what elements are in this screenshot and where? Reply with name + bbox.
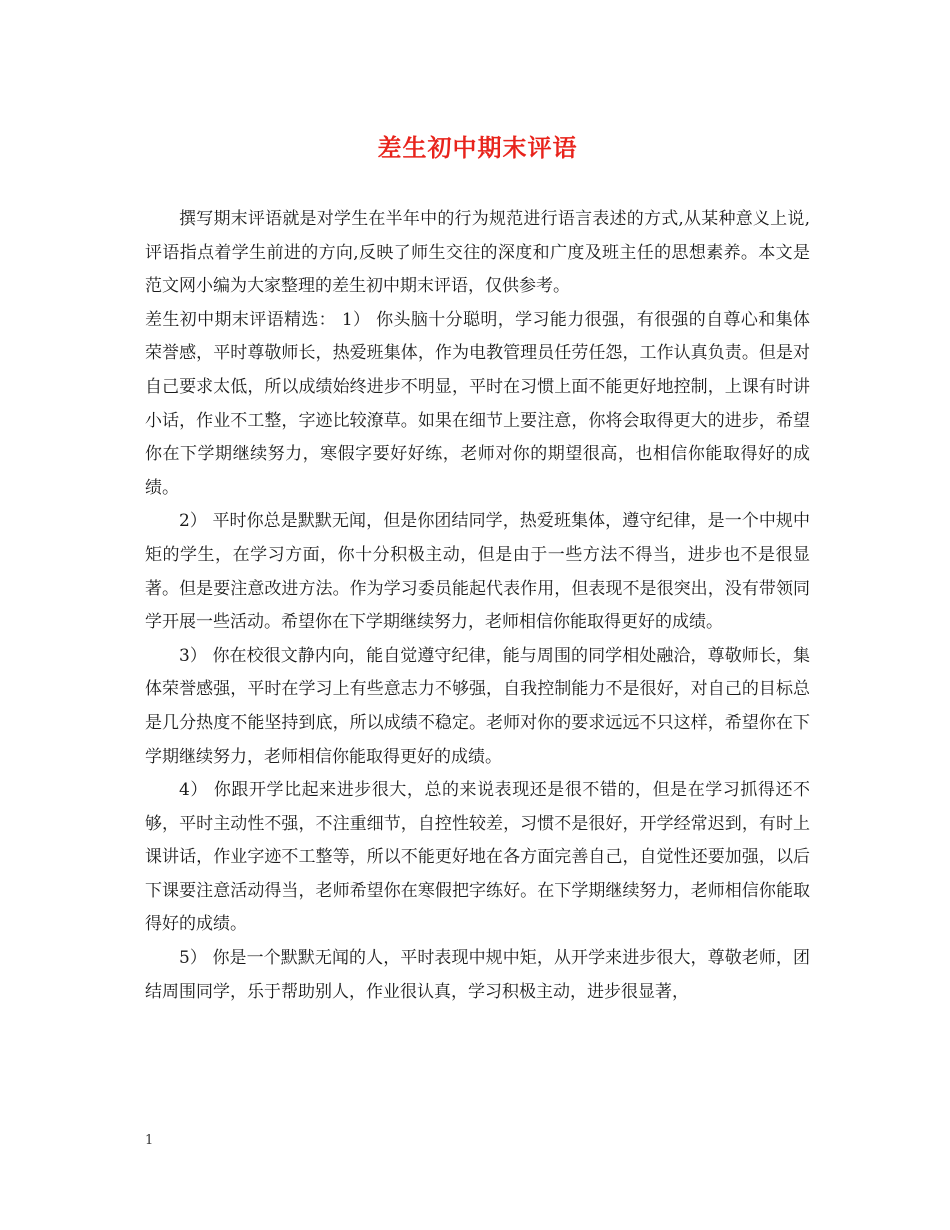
document-body — [145, 203, 810, 1009]
section-label: 差生初中期末评语精选： — [145, 309, 337, 330]
comment-paragraph-5: 5） 你是一个默默无闻的人，平时表现中规中矩，从开学来进步很大，尊敬老师，团结周围同学，乐于帮助别人，作业很认真，学习积极主动，进步很显著， — [145, 948, 810, 1002]
comment-paragraph-3: 3） 你在校很文静内向，能自觉遵守纪律，能与周围的同学相处融洽，尊敬师长，集体荣誉感强，平时在学习上有些意志力不够强，自我控制能力不是很好，对自己的目标总是几分热度不能坚持到底，所以成绩不稳定。老师对你的要求远远不只这样，希望你在下学期继续努力，老师相信你能取得更好的成绩。 — [145, 645, 810, 767]
document-page — [145, 0, 810, 1230]
intro-paragraph: 撰写期末评语就是对学生在半年中的行为规范进行语言表述的方式,从某种意义上说,评语指点着学生前进的方向,反映了师生交往的深度和广度及班主任的思想素养。本文是范文网小编为大家整理的差生初中期末评语，仅供参考。 — [145, 209, 810, 297]
comment-text-1: 1） 你头脑十分聪明，学习能力很强，有很强的自尊心和集体荣誉感，平时尊敬师长，热爱班集体，作为电教管理员任劳任怨，工作认真负责。但是对自己要求太低，所以成绩始终进步不明显，平时在习惯上面不能更好地控制，上课有时讲小话，作业不工整，字迹比较潦草。如果在细节上要注意，你将会取得更大的进步，希望你在下学期继续努力，寒假字要好好练，老师对你的期望很高，也相信你能取得好的成绩。 — [145, 309, 811, 498]
comment-paragraph-4: 4） 你跟开学比起来进步很大，总的来说表现还是很不错的，但是在学习抓得还不够，平时主动性不强，不注重细节，自控性较差，习惯不是很好，开学经常迟到，有时上课讲话，作业字迹不工整等，所以不能更好地在各方面完善自己，自觉性还要加强，以后下课要注意活动得当，老师希望你在寒假把字练好。在下学期继续努力，老师相信你能取得好的成绩。 — [145, 780, 810, 935]
comment-paragraph-2: 2） 平时你总是默默无闻，但是你团结同学，热爱班集体，遵守纪律，是一个中规中矩的学生，在学习方面，你十分积极主动，但是由于一些方法不得当，进步也不是很显著。但是要注意改进方法。作为学习委员能起代表作用，但表现不是很突出，没有带领同学开展一些活动。希望你在下学期继续努力，老师相信你能取得更好的成绩。 — [145, 511, 810, 633]
page-number: 1 — [145, 1133, 154, 1148]
comment-paragraph-1 — [145, 304, 810, 506]
document-title: 差生初中期末评语 — [377, 133, 578, 162]
